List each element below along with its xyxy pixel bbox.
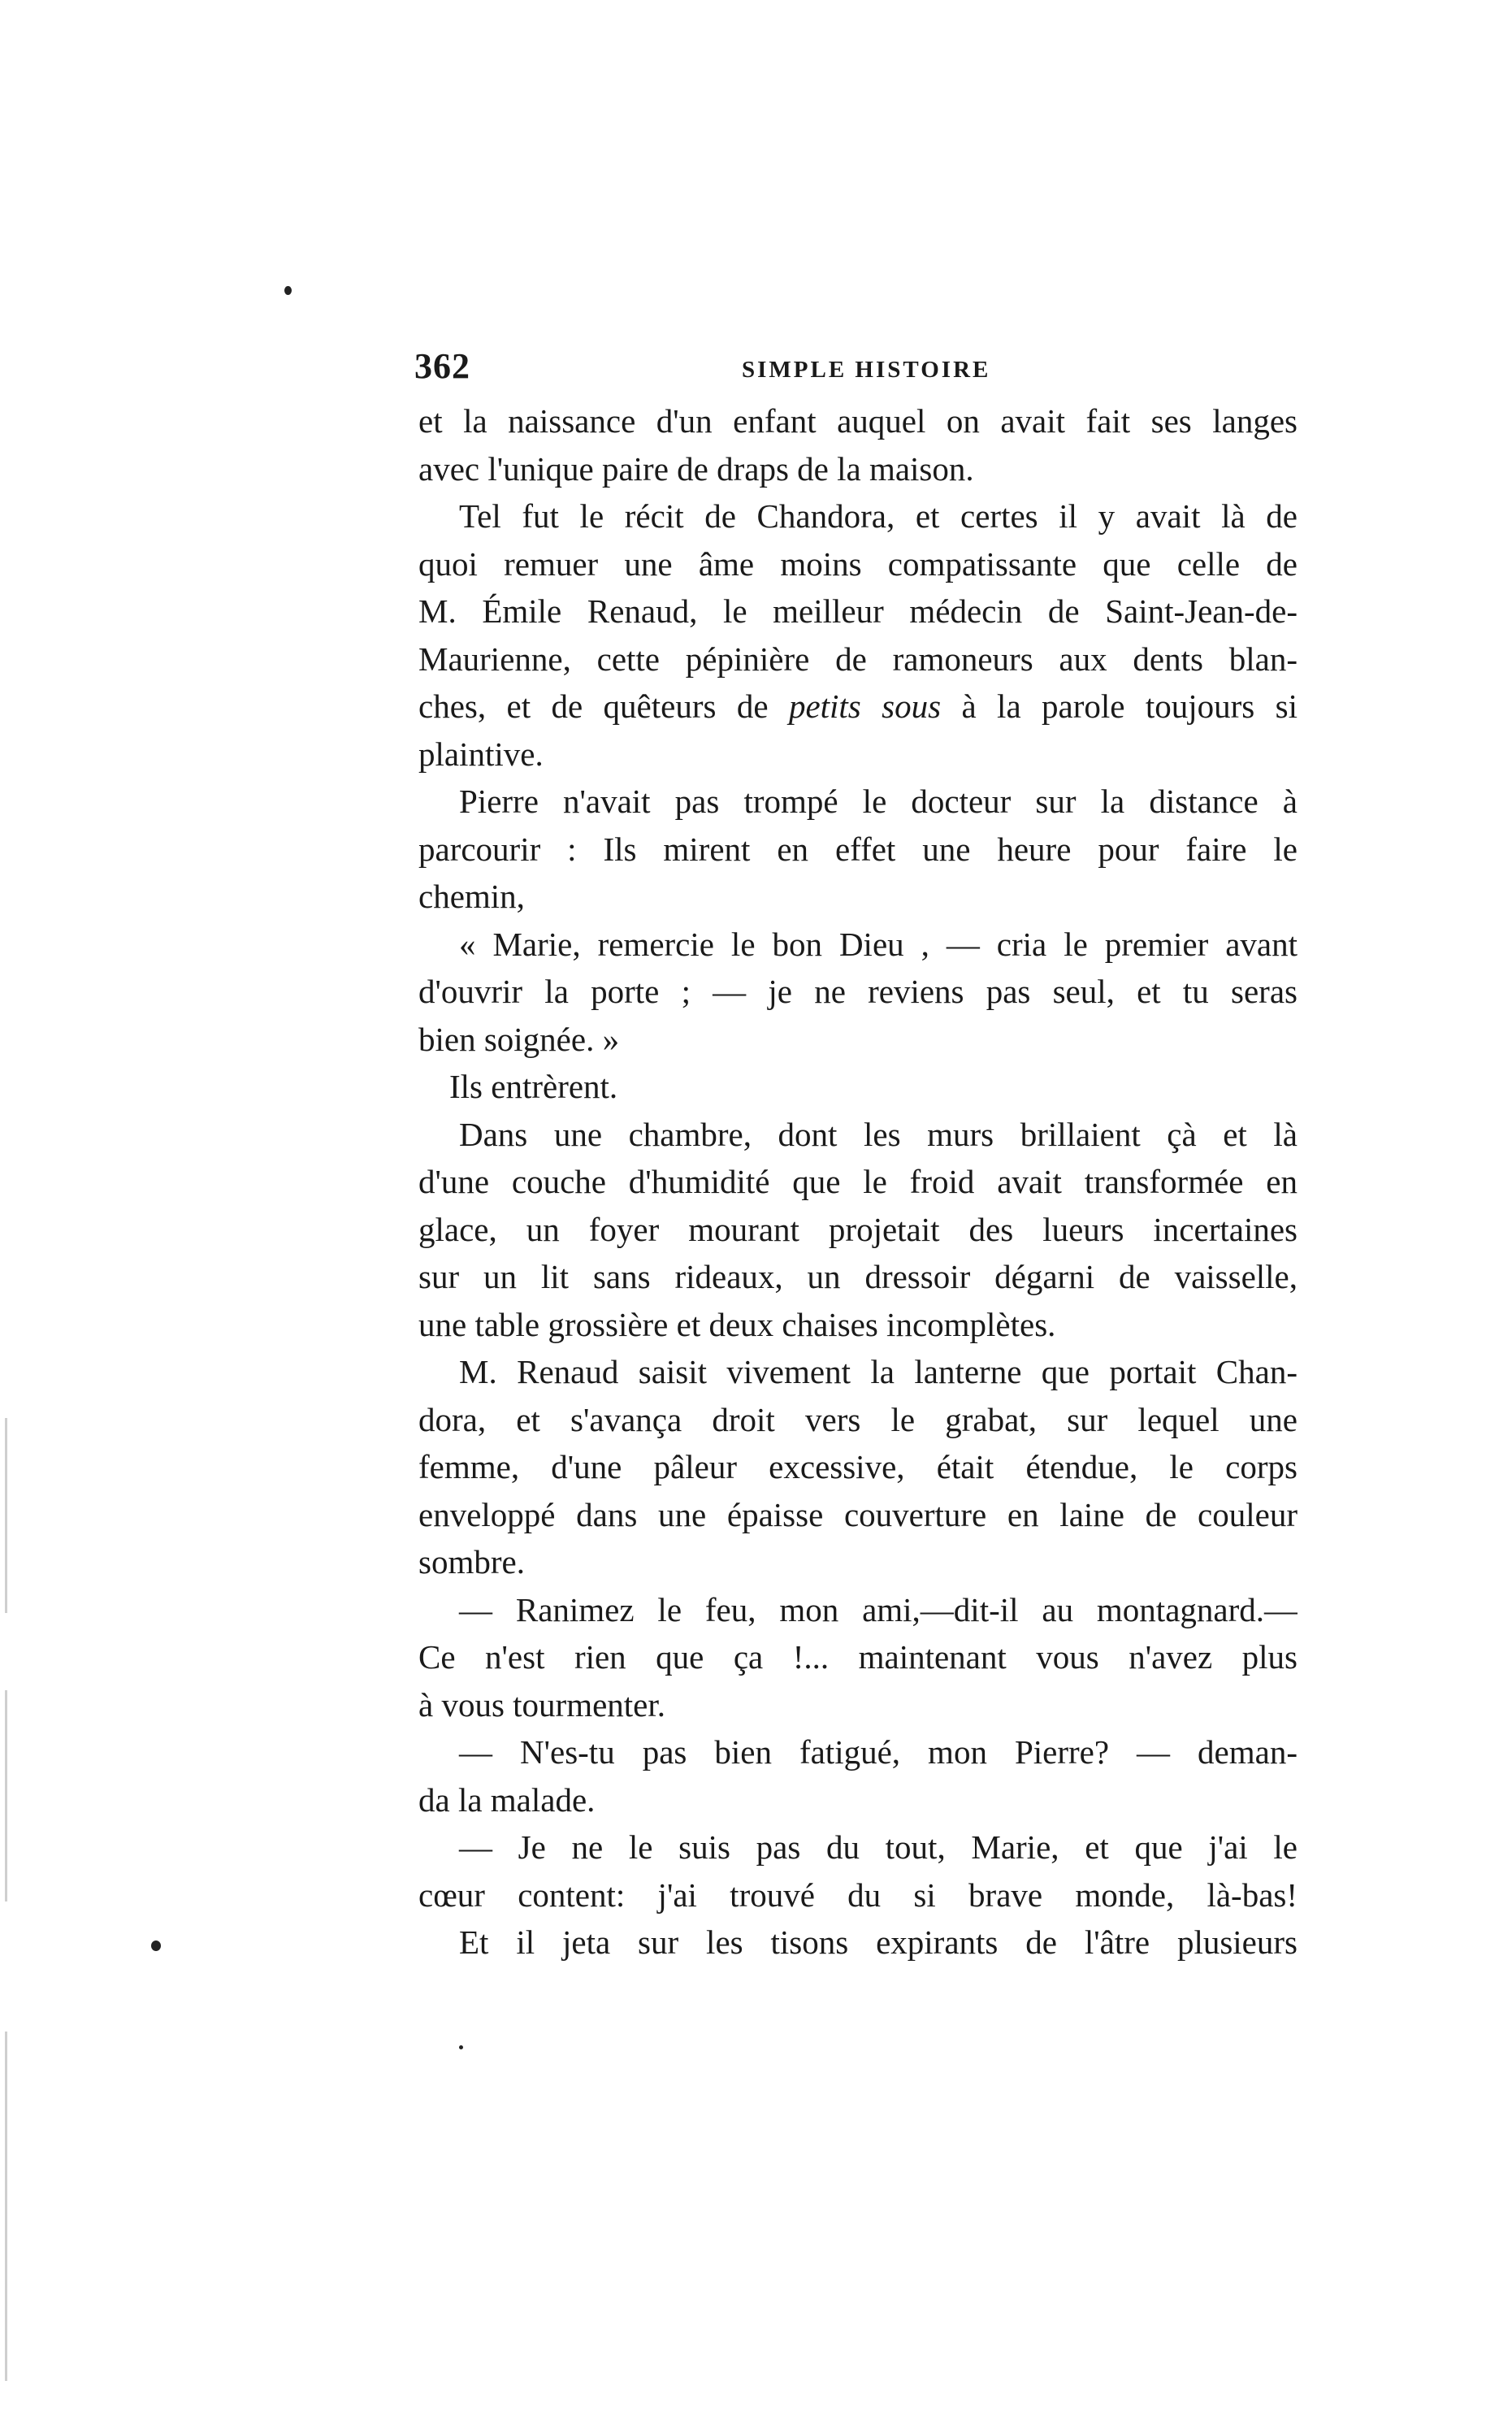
text-line: Maurienne, cette pépinière de ramoneurs aux dents blan- <box>418 640 1298 678</box>
text-line: — Ranimez le feu, mon ami,—dit-il au montagnard.— <box>459 1590 1298 1628</box>
running-title: SIMPLE HISTOIRE <box>742 357 991 383</box>
scan-edge-mark <box>5 2032 7 2381</box>
text-line: Et il jeta sur les tisons expirants de l'âtre plusieurs <box>459 1923 1298 1961</box>
text-line: — Je ne le suis pas du tout, Marie, et que j'ai le <box>459 1828 1298 1866</box>
text-line: plaintive. <box>418 735 544 773</box>
italic-phrase: petits sous <box>788 687 942 725</box>
text-line: sur un lit sans rideaux, un dressoir dégarni de vaisselle, <box>418 1258 1298 1295</box>
text-line: Ce n'est rien que ça !... maintenant vous n'avez plus <box>418 1638 1298 1676</box>
text-line: glace, un foyer mourant projetait des lueurs incertaines <box>418 1210 1298 1248</box>
text-line: d'une couche d'humidité que le froid avait transformée en <box>418 1163 1298 1200</box>
text-line: et la naissance d'un enfant auquel on avait fait ses langes <box>418 402 1298 440</box>
scan-edge-mark <box>5 1690 7 1901</box>
body-text <box>418 397 1298 1967</box>
text-line: à vous tourmenter. <box>418 1685 666 1724</box>
text-line: Dans une chambre, dont les murs brillaient çà et là <box>459 1115 1298 1153</box>
text-line: une table grossière et deux chaises incomplètes. <box>418 1305 1056 1343</box>
text-line: dora, et s'avança droit vers le grabat, sur lequel une <box>418 1400 1298 1438</box>
text-line: sombre. <box>418 1543 525 1581</box>
text-line: Tel fut le récit de Chandora, et certes il y avait là de <box>459 497 1298 535</box>
text-line: « Marie, remercie le bon Dieu , — cria le premier avant <box>459 925 1298 963</box>
text-line: femme, d'une pâleur excessive, était étendue, le corps <box>418 1448 1298 1485</box>
ink-speck <box>151 1941 161 1951</box>
text-line: parcourir : Ils mirent en effet une heure pour faire le <box>418 830 1298 868</box>
text-line: M. Renaud saisit vivement la lanterne que portait Chan- <box>459 1353 1298 1390</box>
text-line: chemin, <box>418 878 525 915</box>
text-line: Pierre n'avait pas trompé le docteur sur la distance à <box>459 783 1298 820</box>
page-header <box>414 345 1300 394</box>
text-line: M. Émile Renaud, le meilleur médecin de Saint-Jean-de- <box>418 592 1298 630</box>
text-line: Ils entrèrent. <box>449 1068 618 1105</box>
text-line: bien soignée. » <box>418 1020 620 1058</box>
text-line: cœur content: j'ai trouvé du si brave monde, là-bas! <box>418 1875 1298 1914</box>
text-line: — N'es-tu pas bien fatigué, mon Pierre? — deman- <box>459 1733 1298 1771</box>
scan-edge-mark <box>5 1418 7 1613</box>
text-line: quoi remuer une âme moins compatissante que celle de <box>418 544 1298 583</box>
text-line: da la malade. <box>418 1780 596 1819</box>
text-line: enveloppé dans une épaisse couverture en laine de couleur <box>418 1495 1298 1533</box>
page-number: 362 <box>414 346 470 386</box>
text-line: avec l'unique paire de draps de la maison. <box>418 449 974 488</box>
ink-speck <box>459 2045 463 2049</box>
text-line: d'ouvrir la porte ; — je ne reviens pas seul, et tu seras <box>418 973 1298 1010</box>
text-line: ches, et de quêteurs de petits sous à la parole toujours si <box>418 687 1298 725</box>
ink-speck <box>284 286 292 295</box>
